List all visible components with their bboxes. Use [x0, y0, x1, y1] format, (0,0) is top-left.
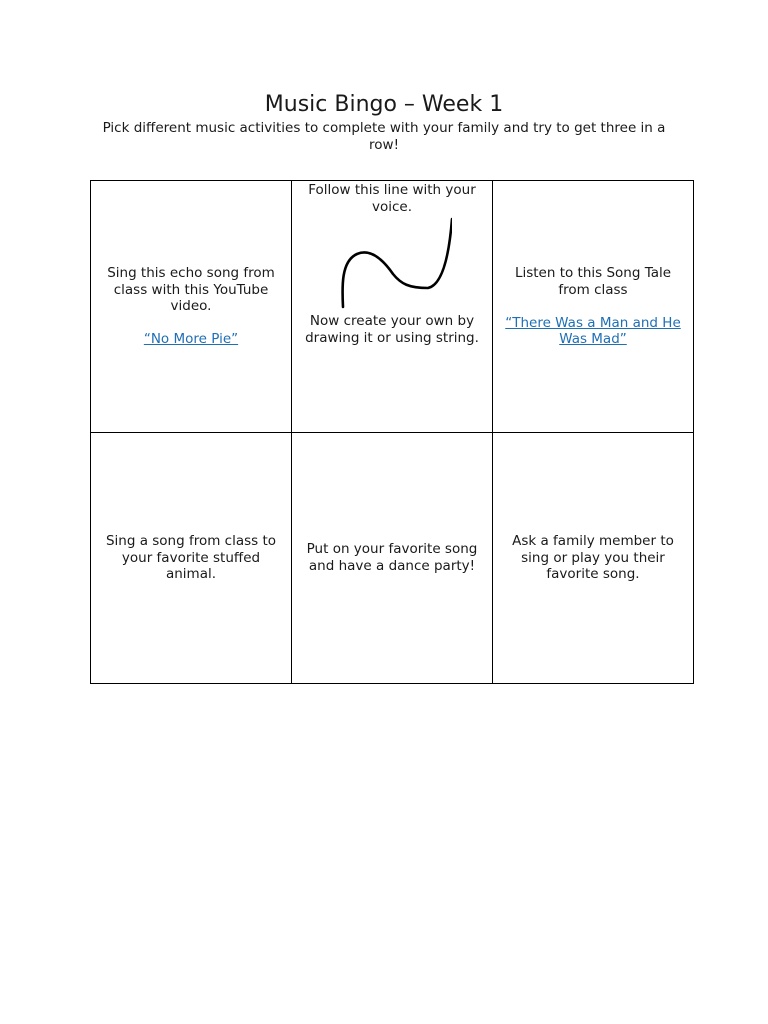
bingo-cell-echo-song [91, 181, 292, 433]
stuffed-animal-text: Sing a song from class to your favorite stuffed animal. [105, 533, 277, 582]
spacer [501, 298, 685, 315]
bingo-cell-family-member [493, 432, 694, 684]
family-member-text: Ask a family member to sing or play you their favorite song. [512, 533, 674, 582]
bingo-cell-follow-line [292, 181, 493, 433]
wavy-line-drawing [332, 217, 452, 313]
page-title: Music Bingo – Week 1 [264, 92, 504, 117]
no-more-pie-link[interactable]: “No More Pie” [143, 331, 239, 347]
bingo-cell-song-tale [493, 181, 694, 433]
song-tale-text: Listen to this Song Tale from class [514, 265, 672, 298]
spacer [99, 315, 283, 332]
follow-line-text: Follow this line with your voice. [308, 182, 476, 215]
dance-party-text: Put on your favorite song and have a dance party! [306, 541, 478, 574]
drawing-area [300, 217, 484, 313]
page-subtitle: Pick different music activities to complete with your family and try to get three in a row! [102, 120, 666, 153]
there-was-a-man-link[interactable]: “There Was a Man and He Was Mad” [505, 314, 681, 347]
bingo-row-1 [91, 181, 694, 433]
echo-song-text: Sing this echo song from class with this YouTube video. [107, 265, 275, 314]
wavy-line-path [343, 219, 452, 307]
bingo-cell-stuffed-animal [91, 432, 292, 684]
create-your-own-text: Now create your own by drawing it or using string. [305, 313, 479, 346]
bingo-grid [90, 180, 694, 684]
bingo-cell-dance-party [292, 432, 493, 684]
bingo-row-2 [91, 432, 694, 684]
